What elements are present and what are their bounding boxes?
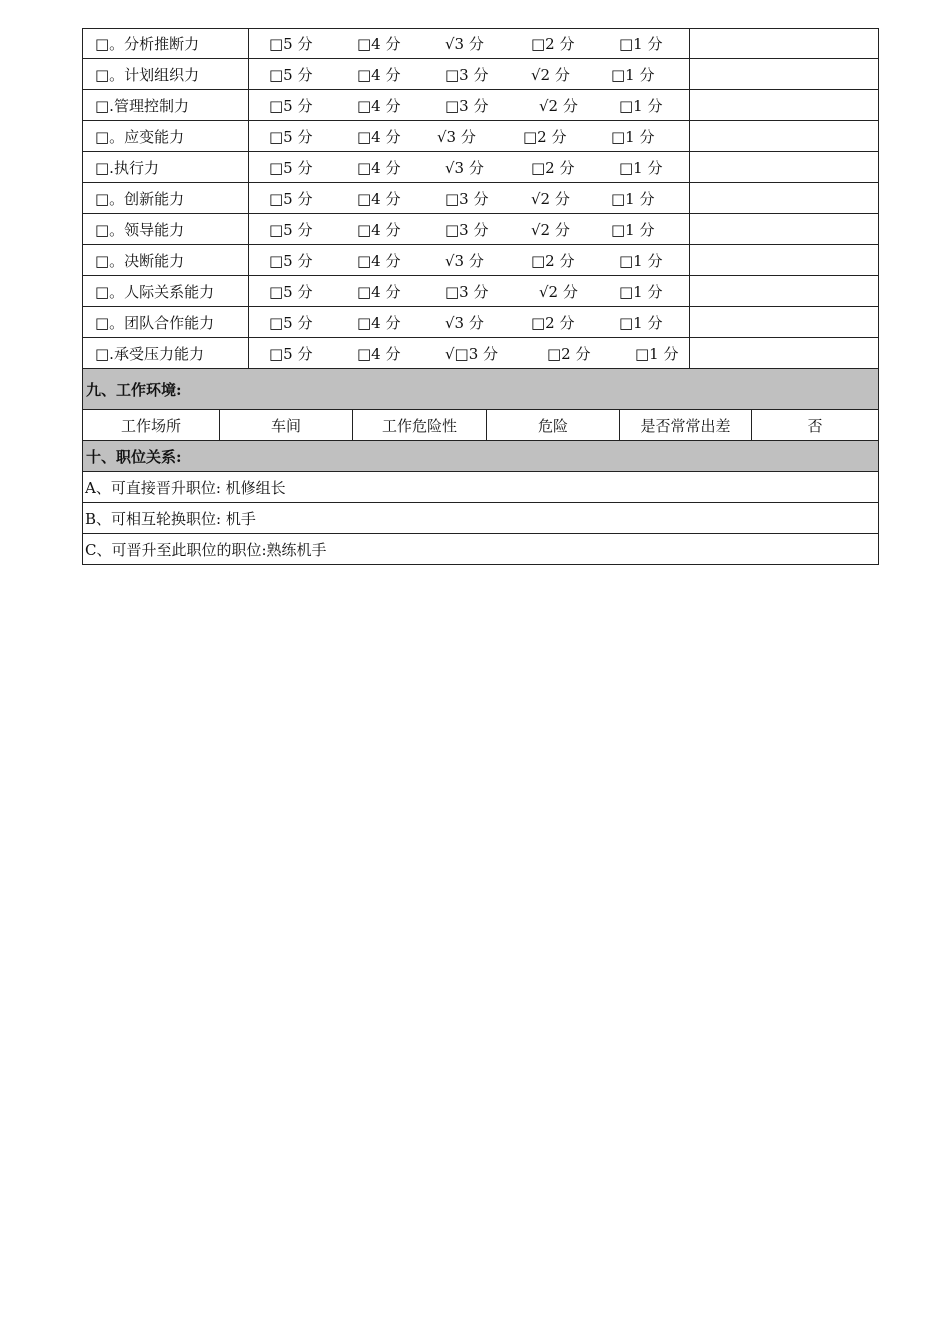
remark-cell — [690, 276, 878, 306]
competency-row — [82, 245, 879, 276]
relation-row-promotion — [82, 472, 879, 503]
score-options — [249, 338, 690, 368]
score-option[interactable]: □3 分 — [445, 189, 489, 208]
remark-cell — [690, 90, 878, 120]
score-options — [249, 121, 690, 151]
score-option[interactable]: □1 分 — [611, 220, 655, 239]
environment-row — [82, 410, 879, 441]
relation-promotion: A、可直接晋升职位: 机修组长 — [85, 478, 286, 497]
score-option[interactable]: √2 分 — [531, 220, 570, 239]
env-travel-value: 否 — [807, 416, 823, 435]
score-option[interactable]: □1 分 — [611, 127, 655, 146]
competency-name: □.承受压力能力 — [83, 338, 249, 368]
env-place-label: 工作场所 — [83, 410, 220, 440]
relations-header-row — [82, 441, 879, 472]
score-option[interactable]: √3 分 — [445, 251, 484, 270]
score-option[interactable]: □4 分 — [357, 127, 401, 146]
score-option[interactable]: □1 分 — [611, 65, 655, 84]
score-options — [249, 29, 690, 58]
competency-name: □。领导能力 — [83, 214, 249, 244]
relation-row-rotation — [82, 503, 879, 534]
score-option[interactable]: □2 分 — [531, 158, 575, 177]
score-option[interactable]: □4 分 — [357, 344, 401, 363]
competency-name: □.管理控制力 — [83, 90, 249, 120]
remark-cell — [690, 59, 878, 89]
score-option[interactable]: □1 分 — [619, 251, 663, 270]
score-option[interactable]: □3 分 — [445, 220, 489, 239]
relations-title: 十、职位关系: — [86, 447, 182, 466]
score-option[interactable]: □5 分 — [269, 189, 313, 208]
competency-name: □。分析推断力 — [83, 29, 249, 58]
competency-row — [82, 214, 879, 245]
score-options — [249, 152, 690, 182]
relation-feeder: C、可晋升至此职位的职位:熟练机手 — [85, 540, 327, 559]
competency-name: □.执行力 — [83, 152, 249, 182]
relation-rotation: B、可相互轮换职位: 机手 — [85, 509, 256, 528]
score-option[interactable]: □2 分 — [531, 313, 575, 332]
relation-row-feeder — [82, 534, 879, 565]
competency-name: □。团队合作能力 — [83, 307, 249, 337]
score-option[interactable]: □2 分 — [523, 127, 567, 146]
score-option[interactable]: □4 分 — [357, 313, 401, 332]
score-option[interactable]: □5 分 — [269, 127, 313, 146]
remark-cell — [690, 121, 878, 151]
score-option[interactable]: √2 分 — [539, 282, 578, 301]
score-option[interactable]: □4 分 — [357, 158, 401, 177]
competency-row — [82, 59, 879, 90]
score-option[interactable]: □1 分 — [619, 313, 663, 332]
environment-title: 九、工作环境: — [86, 380, 182, 399]
competency-row — [82, 338, 879, 369]
score-option[interactable]: √3 分 — [437, 127, 476, 146]
competency-row — [82, 28, 879, 59]
score-option[interactable]: □5 分 — [269, 158, 313, 177]
competency-row — [82, 276, 879, 307]
score-option[interactable]: □4 分 — [357, 220, 401, 239]
remark-cell — [690, 338, 878, 368]
score-option[interactable]: □4 分 — [357, 35, 401, 53]
score-option[interactable]: □4 分 — [357, 96, 401, 115]
score-option[interactable]: □3 分 — [445, 65, 489, 84]
env-travel-label: 是否常常出差 — [620, 410, 752, 440]
competency-name: □。应变能力 — [83, 121, 249, 151]
score-option[interactable]: □2 分 — [547, 344, 591, 363]
score-option[interactable]: √2 分 — [531, 65, 570, 84]
score-option[interactable]: □5 分 — [269, 313, 313, 332]
remark-cell — [690, 183, 878, 213]
competency-name: □。计划组织力 — [83, 59, 249, 89]
score-option[interactable]: □1 分 — [611, 189, 655, 208]
score-option[interactable]: □1 分 — [619, 282, 663, 301]
score-options — [249, 90, 690, 120]
score-option[interactable]: √3 分 — [445, 35, 484, 53]
score-option[interactable]: □1 分 — [619, 96, 663, 115]
score-option[interactable]: □2 分 — [531, 35, 575, 53]
competency-name: □。决断能力 — [83, 245, 249, 275]
score-option[interactable]: □3 分 — [445, 96, 489, 115]
score-option[interactable]: √2 分 — [531, 189, 570, 208]
score-option[interactable]: □4 分 — [357, 251, 401, 270]
competency-row — [82, 152, 879, 183]
competency-row — [82, 90, 879, 121]
score-option[interactable]: √3 分 — [445, 313, 484, 332]
score-option[interactable]: √2 分 — [539, 96, 578, 115]
score-option[interactable]: □4 分 — [357, 189, 401, 208]
score-options — [249, 276, 690, 306]
score-options — [249, 307, 690, 337]
remark-cell — [690, 29, 878, 58]
remark-cell — [690, 307, 878, 337]
score-option[interactable]: □4 分 — [357, 65, 401, 84]
score-option[interactable]: □5 分 — [269, 251, 313, 270]
job-description-table — [82, 28, 879, 565]
score-option[interactable]: □5 分 — [269, 65, 313, 84]
score-options — [249, 183, 690, 213]
score-option[interactable]: □4 分 — [357, 282, 401, 301]
competency-row — [82, 121, 879, 152]
score-option[interactable]: □5 分 — [269, 96, 313, 115]
env-danger-value: 危险 — [487, 410, 620, 440]
score-option[interactable]: □2 分 — [531, 251, 575, 270]
competency-section — [82, 28, 879, 369]
competency-name: □。人际关系能力 — [83, 276, 249, 306]
score-option[interactable]: □5 分 — [269, 35, 313, 53]
score-option[interactable]: □3 分 — [445, 282, 489, 301]
competency-row — [82, 307, 879, 338]
competency-name: □。创新能力 — [83, 183, 249, 213]
score-option[interactable]: √□3 分 — [445, 344, 499, 363]
score-option[interactable]: □1 分 — [619, 158, 663, 177]
remark-cell — [690, 245, 878, 275]
competency-row — [82, 183, 879, 214]
env-danger-label: 工作危险性 — [353, 410, 487, 440]
score-option[interactable]: □1 分 — [619, 35, 663, 53]
score-options — [249, 214, 690, 244]
remark-cell — [690, 152, 878, 182]
score-option[interactable]: □5 分 — [269, 344, 313, 363]
score-option[interactable]: □5 分 — [269, 220, 313, 239]
env-place-value: 车间 — [220, 410, 353, 440]
score-option[interactable]: √3 分 — [445, 158, 484, 177]
environment-header-row — [82, 369, 879, 410]
score-options — [249, 59, 690, 89]
remark-cell — [690, 214, 878, 244]
score-options — [249, 245, 690, 275]
score-option[interactable]: □5 分 — [269, 282, 313, 301]
score-option[interactable]: □1 分 — [635, 344, 679, 363]
